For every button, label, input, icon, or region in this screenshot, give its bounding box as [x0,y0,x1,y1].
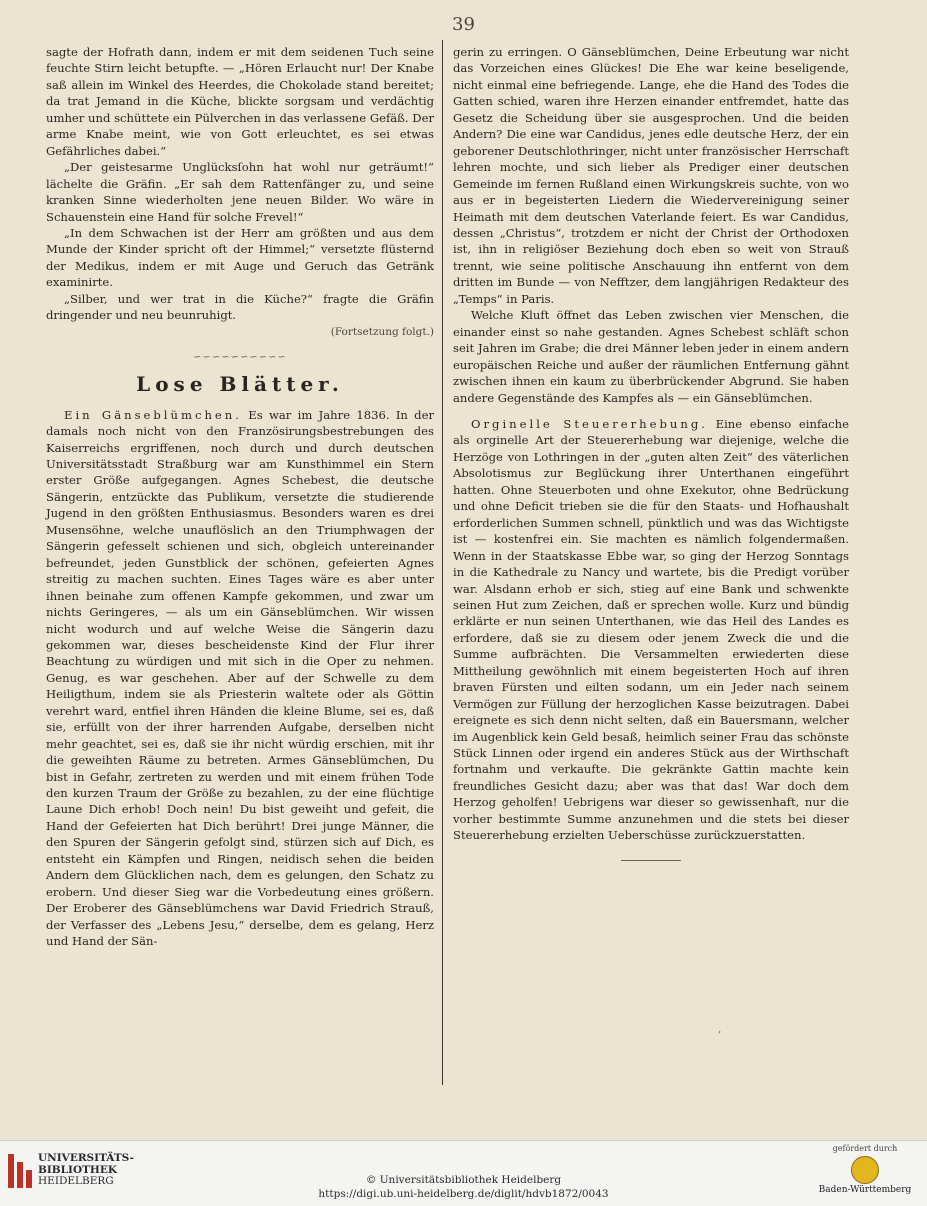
section-heading: Lose Blätter. [136,372,344,397]
left-column [46,44,434,950]
stray-mark: ‚ [718,1024,722,1035]
sponsor-block[interactable] [810,1144,920,1195]
sponsor-name: Baden-Württemberg [818,1185,912,1195]
page-number: 39 [452,14,475,35]
continued-note: (Fortsetzung folgt.) [330,325,434,338]
article-text: Eine ebenso einfache als orginelle Art der Steuererhebung war diejenige, welche die Herzöge von Lothringen in der „guten alten Zeit“ des väterlichen Absolotismus zur Beglückung ihrer Unterthanen eingeführt hatten. Ohne Steuerboten und ohne Exekutor, ohne Bedrückung und ohne Deficit trieben sie die für den Staats- und Hofhaushalt erforderlichen Summen schnell, pünktlich und was das Wichtigste ist — kostenfrei ein. Sie machten es nämlich folgendermaßen. Wenn in der Staatskasse Ebbe war, so ging der Herzog Sonntags in die Kathedrale zu Nancy und wartete, bis die Predigt vorüber war. Alsdann erhob er sich, stieg auf eine Bank und schwenkte seinen Hut zum Zeichen, daß er sprechen wolle. Kurz und bündig erklärte er nun seinen Unterthanen, wie das Heil des Landes es erforderе, daß sie zu diesem oder jenem Zweck die und die Summe aufbrächten. Die Versammelten erwiederten diese Mittheilung gewöhnlich mit einem begeisterten Hoch auf ihren braven Fürsten und eilten sodann, um ein Jeder nach seinem Vermögen zur Füllung der herzoglichen Kasse beizutragen. Dabei ereignete es sich denn nicht selten, daß ein Bauersmann, welcher im Augenblick kein Geld besaß, heimlich seiner Frau das schönste Stück Linnen oder irgend ein anderes Stück aus der Wirthschaft fortnahm und verkaufte. Die gekränkte Gattin machte kein freundliches Gesicht dazu; aber was that das! War doch dem Herzog geholfen! Uebrigens war dieser so gewissenhaft, nur die vorher bestimmte Summe anzunehmen und die stets bei dieser Steuererhebung erzielten Ueberschüsse zurückzuerstatten. [453,416,849,843]
article-text: Es war im Jahre 1836. In der damals noch nicht von den Französirungsbestrebungen des Kaiserreichs ergriffenen, noch durch und durch deutschen Universitätsstadt Straßburg war am Kunsthimmel ein Stern erster Größe aufgegangen. Agnes Schebest, die deutsche Sängerin, entzückte das Publikum, versetzte die studierende Jugend in den größten Enthusiasmus. Besonders waren es drei Musensöhne, welche unauflöslich an den Triumphwagen der Sängerin gefesselt schienen und sich, obgleich untereinander befreundet, jeden Gunstblick der schönen, gefeierten Agnes streitig zu machen suchten. Eines Tages wäre es aber unter ihnen beinahe zum offenen Kampfe gekommen, und zwar um nichts Geringeres, — als um ein Gänseblümchen. Wir wissen nicht wodurch und auf welche Weise die Sängerin dazu gekommen war, dieses bescheidenste Kind der Flur ihrer Beachtung zu würdigen und mit sich in die Oper zu nehmen. Genug, es war geschehen. Aber auf der Schwelle zu dem Heiligthum, indem sie als Priesterin waltete oder als Göttin verehrt ward, entfiel ihren Händen die kleine Blume, sei es, daß sie, erfüllt von der ihrer harrenden Aufgabe, derselben nicht mehr geachtet, sei es, daß sie ihr nicht würdig erschien, mit ihr die geweihten Räume zu betreten. Armes Gänseblümchen, Du bist in Gefahr, zertreten zu werden und mit einem frühen Tode den kurzen Traum der Größe zu bezahlen, zu der eine flüchtige Laune Dich erhob! Doch nein! Du bist geweiht und gefeit, die Hand der Gefeierten hat Dich berührt! Drei junge Männer, die den Spuren der Sängerin gefolgt sind, stürzen sich auf Dich, es entsteht ein Kämpfen und Ringen, neidisch sehen die beiden Andern dem Glücklichen nach, dem es gelungen, den Schatz zu erobern. Und dieser Sieg war die Vorbedeutung eines größern. Der Eroberer des Gänseblümchens war David Friedrich Strauß, der Verfasser des „Lebens Jesu,“ derselbe, dem es gelang, Herz und Hand der Sän- [46,407,434,949]
copyright-text: © Universitätsbibliothek Heidelberg [365,1174,562,1186]
wave-separator: ∽∽∽∽∽∽∽∽∽∽ [193,352,287,364]
story-paragraph: „Der geistesarme Unglücksſohn hat wohl nur geträumt!“ lächelte die Gräfin. „Er sah dem Rattenfänger zu, und seine kranken Sinne wiederholten jene neuen Bilder. Wo wäre in Schauenstein eine Hand für solche Frevel!“ [46,160,434,224]
library-name: UNIVERSITÄTS- BIBLIOTHEK HEIDELBERG [38,1152,134,1188]
permalink-url[interactable]: https://digi.ub.uni-heidelberg.de/diglit/hdvb1872/0043 [318,1187,609,1200]
footer-credits [0,1174,927,1201]
article-paragraph [46,407,434,950]
story-paragraph: „In dem Schwachen ist der Herr am größten und aus dem Munde der Kinder spricht oft der Himmel;“ versetzte flüsternd der Medikus, indem er mit Auge und Geruch das Getränk examinirte. [46,225,434,290]
end-rule [621,860,681,861]
story-paragraph: „Silber, und wer trat in die Küche?“ fragte die Gräfin dringender und neu beunruhigt. [46,291,434,323]
article-paragraph: gerin zu erringen. O Gänseblümchen, Deine Erbeutung war nicht das Vorzeichen eines Glückes! Die Ehe war keine beseligende, nicht einmal eine befriegende. Lange, ehe die Hand des Todes die Gatten schied, waren ihre Herzen einander entfremdet, hatte das Gesetz die Scheidung über sie ausgesprochen. Und die beiden Andern? Die eine war Candidus, jenes edle deutsche Herz, der ein geborener Deutschlothringer, nicht unter französischer Herrschaft lehren mochte, und sich lieber als Prediger einer deutschen Gemeinde im fernen Rußland einen Wirkungskreis suchte, von wo aus er in begeisterten Liedern die Wiedervereinigung seiner Heimath mit dem deutschen Vaterlande feiert. Es war Candidus, dessen „Christus“, trotzdem er nicht der Christ der Orthodoxen ist, ihn in religiöser Beziehung doch eben so weit von Strauß trennt, wie seine politische Anschauung ihn entfernt von dem dritten im Bunde — von Nefftzer, dem langjährigen Redakteur des „Temps“ in Paris. [453,45,849,306]
sponsor-label: gefördert durch [832,1144,898,1153]
state-seal-icon [851,1156,879,1184]
story-paragraph: sagte der Hofrath dann, indem er mit dem seidenen Tuch seine feuchte Stirn leicht betupfte. — „Hören Erlaucht nur! Der Knabe saß allein im Winkel des Heerdes, die Chokolade stand bereitet; da trat Jemand in die Küche, blickte sorgsam und verdächtig umher und schüttete ein Pülverchen in das verlassene Gefäß. Der arme Knabe meint, wie von Gott erleuchtet, es sei etwas Gefährliches dabei.“ [46,45,434,158]
column-divider [442,40,443,1085]
article-paragraph [453,416,849,844]
right-column [453,44,849,861]
article-title: Ein Gänseblümchen. [64,407,242,422]
article-title: Orginelle Steuererhebung. [471,416,708,431]
article-paragraph: Welche Kluft öffnet das Leben zwischen vier Menschen, die einander einst so nahe gestanden. Agnes Schebest schläft schon seit Jahren im Grabe; die drei Männer leben jeder in einem andern europäischen Reiche und außer der räumlichen Entfernung gähnt zwischen ihnen ein kaum zu überbrückender Abgrund. Sie haben andere Gegenstände des Kampfes als — ein Gänseblümchen. [453,308,849,405]
